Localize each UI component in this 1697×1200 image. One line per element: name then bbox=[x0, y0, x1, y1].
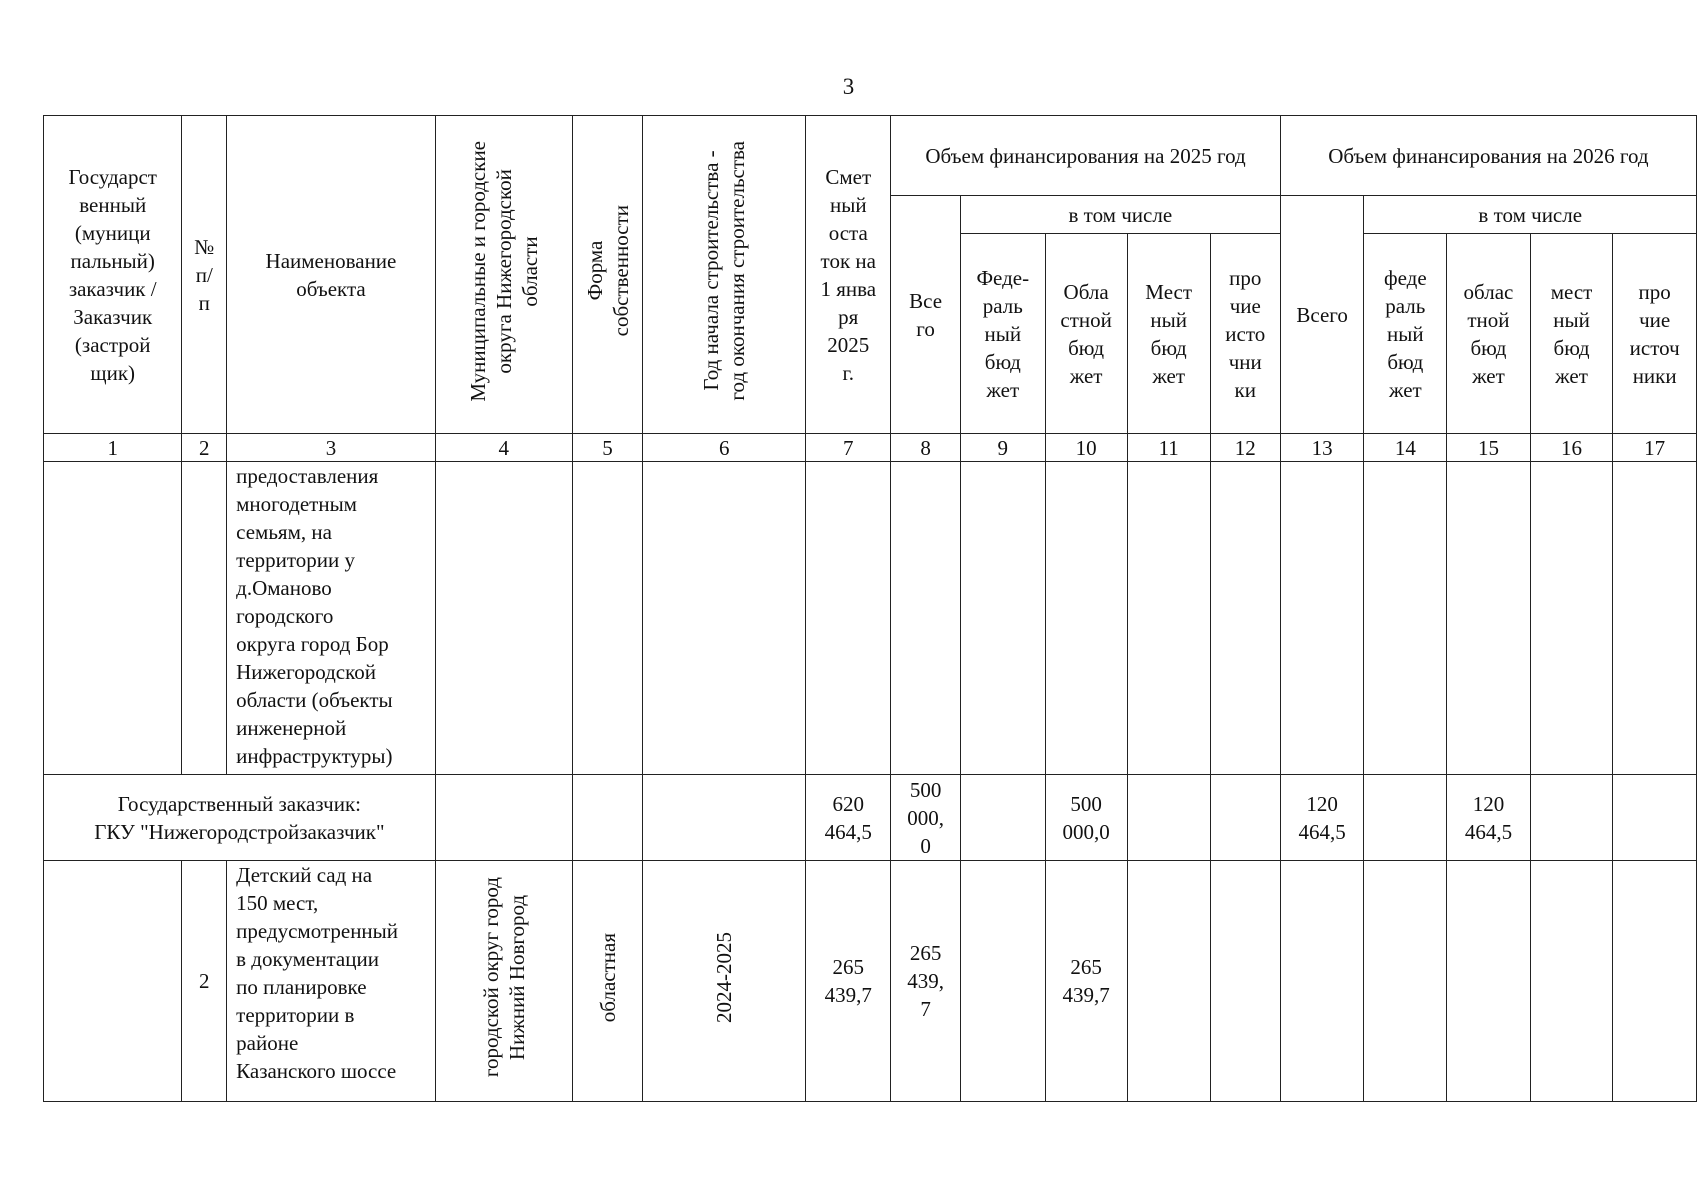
empty-cell bbox=[44, 462, 182, 775]
empty-cell bbox=[891, 462, 961, 775]
header-row-1 bbox=[44, 116, 1697, 196]
object-number: 2 bbox=[182, 861, 227, 1102]
empty-cell bbox=[1364, 462, 1447, 775]
column-number: 13 bbox=[1280, 434, 1364, 462]
header-financing-2026: Объем финансирования на 2026 год bbox=[1280, 116, 1696, 196]
customer-label: Государственный заказчик: ГКУ "Нижегородстройзаказчик" bbox=[44, 775, 436, 861]
customer-total-2026: 120 464,5 bbox=[1280, 775, 1364, 861]
empty-cell bbox=[1530, 861, 1613, 1102]
customer-regional-2026: 120 464,5 bbox=[1447, 775, 1531, 861]
header-total-2025: Все го bbox=[891, 196, 961, 434]
empty-cell bbox=[643, 775, 806, 861]
object-years: 2024-2025 bbox=[712, 932, 737, 1023]
empty-cell bbox=[1530, 775, 1613, 861]
empty-cell bbox=[1364, 775, 1447, 861]
header-total-2026: Всего bbox=[1280, 196, 1364, 434]
empty-cell bbox=[572, 775, 643, 861]
column-number: 15 bbox=[1447, 434, 1531, 462]
empty-cell bbox=[1210, 462, 1280, 775]
empty-cell bbox=[182, 462, 227, 775]
empty-cell bbox=[1045, 462, 1127, 775]
column-number: 9 bbox=[960, 434, 1045, 462]
header-object-name: Наименование объекта bbox=[227, 116, 436, 434]
header-local-2026: мест ный бюд жет bbox=[1530, 234, 1613, 434]
empty-cell bbox=[1280, 462, 1364, 775]
empty-cell bbox=[572, 462, 643, 775]
header-federal-2025: Феде- раль ный бюд жет bbox=[960, 234, 1045, 434]
header-federal-2026: феде раль ный бюд жет bbox=[1364, 234, 1447, 434]
column-number-row bbox=[44, 434, 1697, 462]
header-customer: Государст венный (муници пальный) заказчик / Заказчик (застрой щик) bbox=[44, 116, 182, 434]
empty-cell bbox=[1364, 861, 1447, 1102]
header-municipality: Муниципальные и городские округа Нижегородской области bbox=[465, 140, 542, 402]
customer-regional-2025: 500 000,0 bbox=[1045, 775, 1127, 861]
empty-cell bbox=[1613, 861, 1697, 1102]
header-years-cell bbox=[643, 116, 806, 434]
column-number: 14 bbox=[1364, 434, 1447, 462]
column-number: 7 bbox=[806, 434, 891, 462]
empty-cell bbox=[1447, 462, 1531, 775]
object-ownership: областная bbox=[595, 932, 620, 1023]
page-number: 3 bbox=[842, 74, 855, 99]
header-other-2026: про чие источ ники bbox=[1613, 234, 1697, 434]
empty-cell bbox=[1280, 861, 1364, 1102]
empty-cell bbox=[1613, 462, 1697, 775]
header-regional-2026: облас тной бюд жет bbox=[1447, 234, 1531, 434]
column-number: 11 bbox=[1127, 434, 1210, 462]
object-name: Детский сад на 150 мест, предусмотренный в документации по планировке территории в районе Казанского шоссе bbox=[227, 861, 436, 1102]
empty-cell bbox=[1210, 775, 1280, 861]
header-remaining-estimate: Смет ный оста ток на 1 янва ря 2025 г. bbox=[806, 116, 891, 434]
empty-cell bbox=[960, 861, 1045, 1102]
object-regional-2025: 265 439,7 bbox=[1045, 861, 1127, 1102]
empty-cell bbox=[1210, 861, 1280, 1102]
column-number: 16 bbox=[1530, 434, 1613, 462]
object-years-cell bbox=[643, 861, 806, 1102]
empty-cell bbox=[1127, 861, 1210, 1102]
empty-cell bbox=[960, 462, 1045, 775]
object-municipality-cell bbox=[435, 861, 572, 1102]
header-years: Год начала строительства - год окончания строительства bbox=[699, 141, 750, 401]
empty-cell bbox=[44, 861, 182, 1102]
empty-cell bbox=[435, 462, 572, 775]
header-other-2025: про чие исто чни ки bbox=[1210, 234, 1280, 434]
column-number: 10 bbox=[1045, 434, 1127, 462]
empty-cell bbox=[435, 775, 572, 861]
header-financing-2025: Объем финансирования на 2025 год bbox=[891, 116, 1281, 196]
object-total-2025: 265 439, 7 bbox=[891, 861, 961, 1102]
column-number: 2 bbox=[182, 434, 227, 462]
column-number: 1 bbox=[44, 434, 182, 462]
column-number: 8 bbox=[891, 434, 961, 462]
header-municipality-cell bbox=[435, 116, 572, 434]
empty-cell bbox=[643, 462, 806, 775]
empty-cell bbox=[1530, 462, 1613, 775]
empty-cell bbox=[1127, 775, 1210, 861]
empty-cell bbox=[1127, 462, 1210, 775]
empty-cell bbox=[806, 462, 891, 775]
object-row bbox=[44, 861, 1697, 1102]
empty-cell bbox=[1613, 775, 1697, 861]
customer-remaining-estimate: 620 464,5 bbox=[806, 775, 891, 861]
column-number: 5 bbox=[572, 434, 643, 462]
object-municipality: городской округ город Нижний Новгород bbox=[478, 877, 529, 1078]
continued-object-name: предоставления многодетным семьям, на территории у д.Оманово городского округа город Бор Нижегородской области (объекты инженерной инфраструктуры) bbox=[227, 462, 436, 775]
column-number: 3 bbox=[227, 434, 436, 462]
column-number: 4 bbox=[435, 434, 572, 462]
header-regional-2025: Обла стной бюд жет bbox=[1045, 234, 1127, 434]
object-ownership-cell bbox=[572, 861, 643, 1102]
customer-total-2025: 500 000, 0 bbox=[891, 775, 961, 861]
customer-row bbox=[44, 775, 1697, 861]
header-ownership-cell bbox=[572, 116, 643, 434]
empty-cell bbox=[960, 775, 1045, 861]
header-number: № п/ п bbox=[182, 116, 227, 434]
column-number: 12 bbox=[1210, 434, 1280, 462]
empty-cell bbox=[1447, 861, 1531, 1102]
header-local-2025: Мест ный бюд жет bbox=[1127, 234, 1210, 434]
header-including-2025: в том числе bbox=[960, 196, 1280, 234]
continued-object-row bbox=[44, 462, 1697, 775]
object-remaining-estimate: 265 439,7 bbox=[806, 861, 891, 1102]
column-number: 6 bbox=[643, 434, 806, 462]
financing-table bbox=[43, 115, 1697, 1102]
header-ownership: Форма собственности bbox=[582, 205, 633, 337]
column-number: 17 bbox=[1613, 434, 1697, 462]
header-including-2026: в том числе bbox=[1364, 196, 1697, 234]
